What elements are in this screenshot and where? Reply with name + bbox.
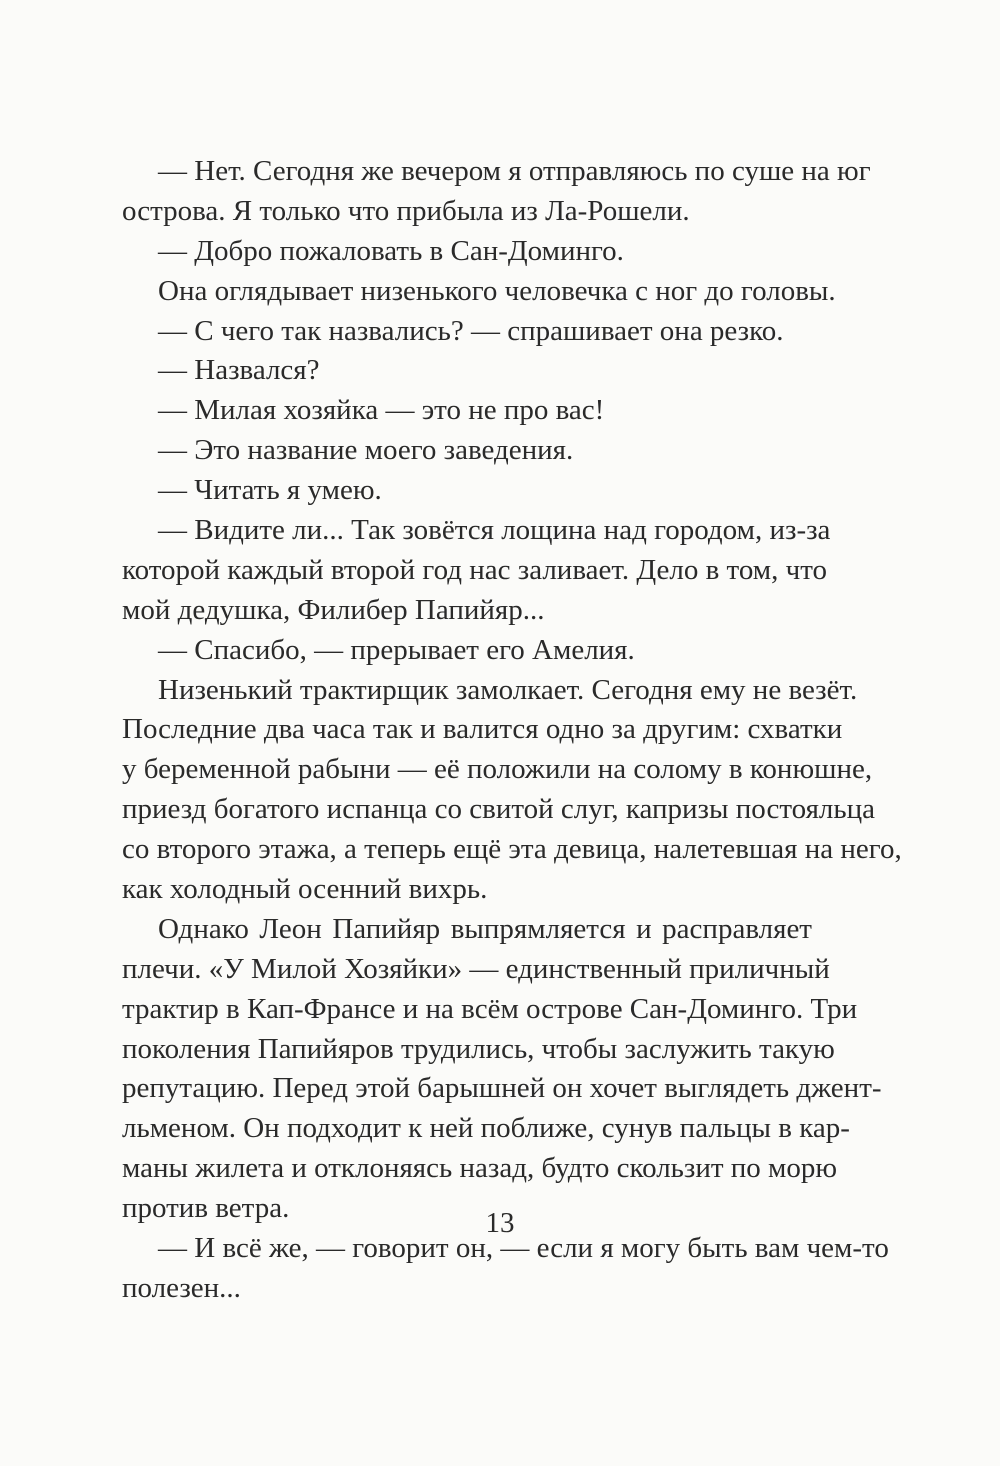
text-line: поколения Папийяров трудились, чтобы заслужить такую bbox=[122, 1032, 835, 1065]
text-line: репутацию. Перед этой барышней он хочет выглядеть джент- bbox=[122, 1072, 882, 1105]
text-line: у беременной рабыни — её положили на солому в конюшне, bbox=[122, 753, 873, 786]
text-line: — Назвался? bbox=[158, 354, 320, 387]
text-line: — Милая хозяйка — это не про вас! bbox=[158, 394, 605, 427]
text-line: — Это название моего заведения. bbox=[158, 434, 574, 467]
text-line: — Читать я умею. bbox=[158, 474, 382, 507]
text-line: — Добро пожаловать в Сан-Доминго. bbox=[158, 234, 624, 267]
book-page-text bbox=[122, 152, 902, 1309]
text-line: приезд богатого испанца со свитой слуг, капризы постояльца bbox=[122, 793, 876, 826]
text-line: маны жилета и отклоняясь назад, будто скользит по морю bbox=[122, 1152, 838, 1185]
text-line: которой каждый второй год нас заливает. Дело в том, что bbox=[122, 553, 828, 586]
text-line: острова. Я только что прибыла из Ла-Рошели. bbox=[122, 194, 690, 227]
text-line: — Спасибо, — прерывает его Амелия. bbox=[158, 633, 635, 666]
text-line: — Нет. Сегодня же вечером я отправляюсь по суше на юг bbox=[158, 155, 871, 187]
text-line: — И всё же, — говорит он, — если я могу быть вам чем-то bbox=[158, 1232, 889, 1265]
text-line: Она оглядывает низенького человечка с ног до головы. bbox=[158, 274, 836, 307]
text-line: Однако Леон Папийяр выпрямляется и расправляет bbox=[158, 912, 812, 945]
text-line: со второго этажа, а теперь ещё эта девица, налетевшая на него, bbox=[122, 833, 902, 866]
text-line: Последние два часа так и валится одно за другим: схватки bbox=[122, 713, 843, 746]
text-line: как холодный осенний вихрь. bbox=[122, 873, 488, 906]
page-number: 13 bbox=[485, 1207, 515, 1239]
text-line: — Видите ли... Так зовётся лощина над городом, из-за bbox=[158, 514, 831, 547]
text-line: льменом. Он подходит к ней поближе, сунув пальцы в кар- bbox=[122, 1112, 850, 1145]
text-line: плечи. «У Милой Хозяйки» — единственный приличный bbox=[122, 952, 830, 985]
text-line: полезен... bbox=[122, 1271, 241, 1304]
text-line: мой дедушка, Филибер Папийяр... bbox=[122, 593, 545, 626]
text-line: Низенький трактирщик замолкает. Сегодня ему не везёт. bbox=[158, 673, 858, 706]
text-line: трактир в Кап-Франсе и на всём острове Сан-Доминго. Три bbox=[122, 992, 858, 1025]
text-line: против ветра. bbox=[122, 1192, 290, 1225]
text-line: — С чего так назвались? — спрашивает она резко. bbox=[158, 314, 784, 347]
